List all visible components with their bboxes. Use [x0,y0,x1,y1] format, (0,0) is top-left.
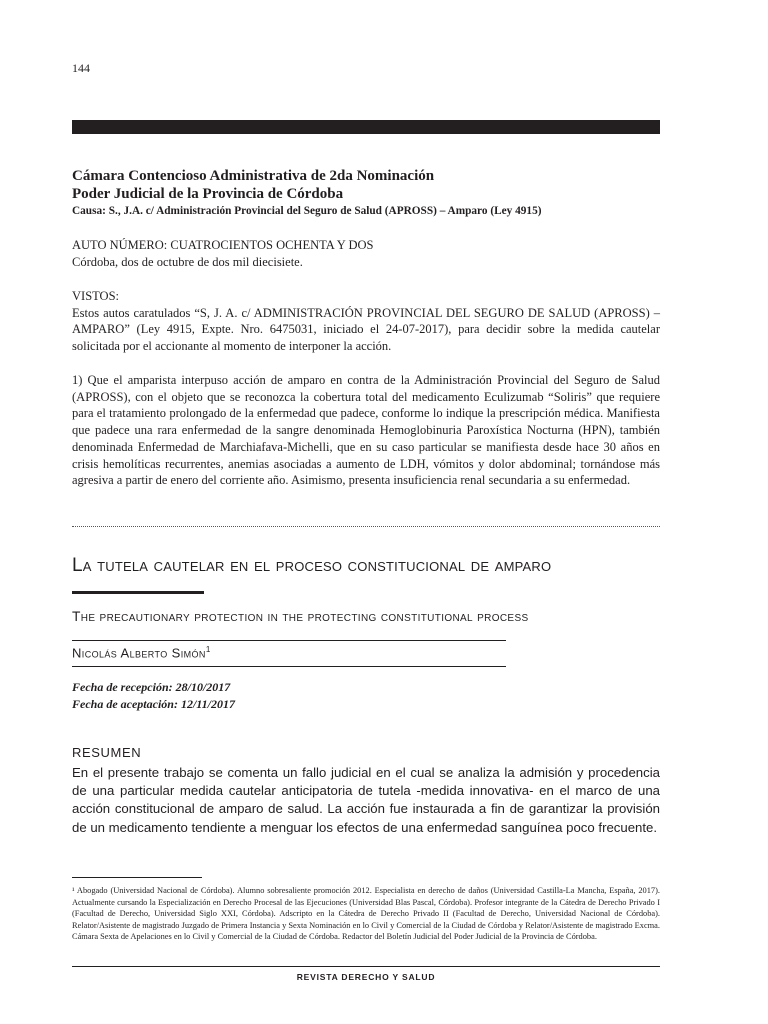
header-bar [72,120,660,134]
author-name: Nicolás Alberto Simón [72,645,206,661]
footnote [72,885,660,943]
footnote-text: Abogado (Universidad Nacional de Córdoba). Alumno sobresaliente promoción 2012. Especialista en derecho de daños (Universidad Castilla-La Mancha, España, 2017). Actualmente cursando la Especialización en Derecho Procesal de las Ejecuciones (Universidad Blas Pascal, Córdoba). Profesor integrante de la Cátedra de Derecho Privado I (Facultad de Derecho, Universidad Siglo XXI, Córdoba). Adscripto en la Cátedra de Derecho Privado II (Facultad de Derecho, Universidad Nacional de Córdoba). Relator/Asistente de magistrado Juzgado de Primera Instancia y Sexta Nominación en lo Civil y Comercial de la Ciudad de Córdoba y Relator/Asistente de magistrado Excma. Cámara Sexta de Apelaciones en lo Civil y Comercial de la Ciudad de Córdoba. Redactor del Boletín Judicial del Poder Judicial de la Provincia de Córdoba. [72,886,660,942]
date-place: Córdoba, dos de octubre de dos mil diecisiete. [72,254,303,269]
court-name: Cámara Contencioso Administrativa de 2da Nominación [72,168,435,184]
vistos-block [72,288,660,355]
author-rule-top [72,640,506,641]
author-rule-bottom [72,666,506,667]
abstract-text: En el presente trabajo se comenta un fallo judicial en el cual se analiza la admisión y procedencia de una particular medida cautelar anticipatoria de tutela -medida innovativa- en el marco de una acción constitucional de amparo de salud. La acción fue instaurada a fin de garantizar la provisión de un medicamento tendiente a menguar los efectos de una enfermedad sanguínea poco frecuente. [72,765,660,835]
accepted-date: Fecha de aceptación: 12/11/2017 [72,697,235,711]
author-line [72,645,211,660]
auto-number: AUTO NÚMERO: CUATROCIENTOS OCHENTA Y DOS [72,238,374,252]
page-number: 144 [72,61,90,75]
author-footnote-mark: 1 [205,645,211,654]
vistos-text: Estos autos caratulados “S, J. A. c/ ADMINISTRACIÓN PROVINCIAL DEL SEGURO DE SALUD (APROSS) – AMPARO” (Ley 4915, Expte. Nro. 6475031, iniciado el 24-07-2017), para decidir sobre la medida cautelar solicitada por el accionante al momento de interponer la acción. [72,305,660,354]
article-subtitle: The precautionary protection in the protecting constitutional process [72,609,529,624]
court-jurisdiction: Poder Judicial de la Provincia de Córdoba [72,186,344,202]
received-date: Fecha de recepción: 28/10/2017 [72,680,231,694]
title-underline [72,591,204,594]
footer-journal-name: REVISTA DERECHO Y SALUD [296,972,436,982]
point-one-text: 1) Que el amparista interpuso acción de amparo en contra de la Administración Provincial del Seguro de Salud (APROSS), con el objeto que se reconozca la cobertura total del medicamento Eculizumab “Soliris” que requiere para el tratamiento prolongado de la enfermedad que padece, conforme lo indique la prescripción médica. Manifiesta que padece una rara enfermedad de la sangre denominada Hemoglobinuria Paroxística Nocturna (HPN), también denominada Enfermedad de Marchiafava-Michelli, que en su caso particular se manifiesta desde hace 30 años en crisis hemolíticas recurrentes, anemias asociadas a aumento de LDH, vómitos y dolor abdominal; tornándose más agresiva a partir de enero del corriente año. Asimismo, presenta insuficiencia renal secundaria a su enfermedad. [72,373,660,488]
vistos-label: VISTOS: [72,289,120,303]
article-title: La tutela cautelar en el proceso constitucional de amparo [72,555,552,576]
cause-caption: Causa: S., J.A. c/ Administración Provincial del Seguro de Salud (APROSS) – Amparo (Ley 4915) [72,205,542,217]
footnote-mark: ¹ [72,886,75,895]
court-heading [72,167,672,203]
auto-block [72,237,660,270]
dotted-separator [72,526,660,527]
footer-rule [72,966,660,967]
abstract-heading: RESUMEN [72,745,142,760]
point-one-block [72,372,660,489]
footnote-rule [72,877,202,878]
article-dates [72,679,235,713]
